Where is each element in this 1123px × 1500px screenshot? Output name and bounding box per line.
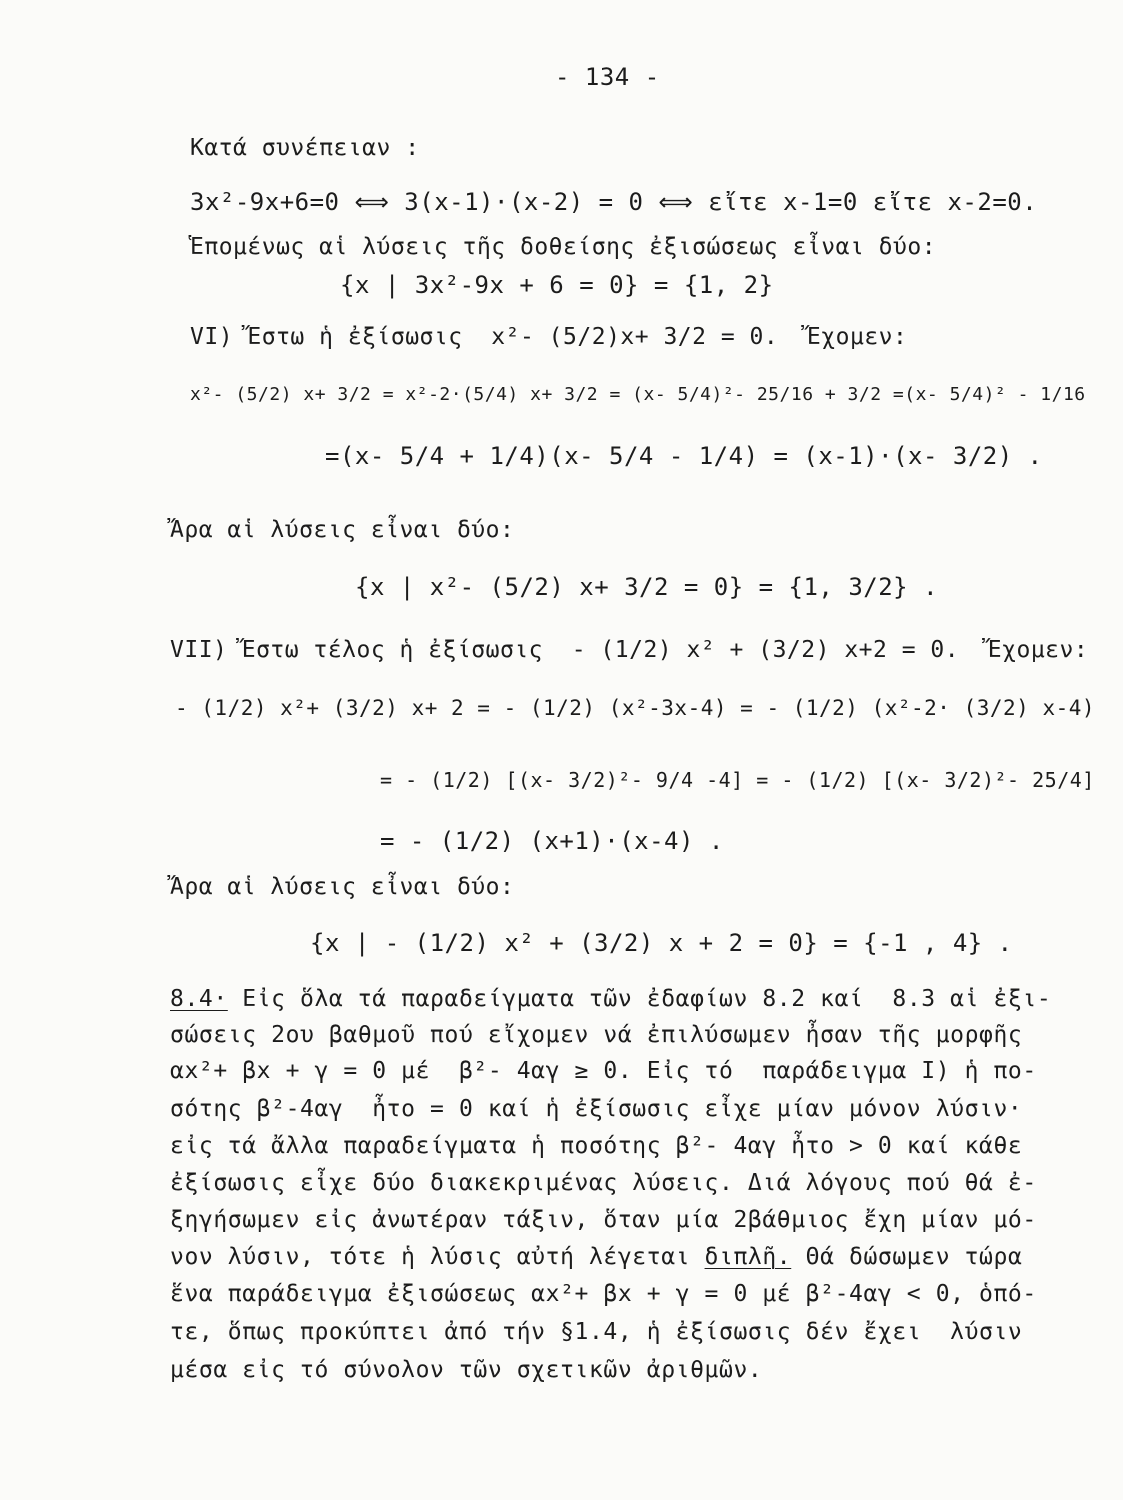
equation-line: - (1/2) x²+ (3/2) x+ 2 = - (1/2) (x²-3x-4) = - (1/2) (x²-2· (3/2) x-4): [175, 696, 1096, 720]
text-line: Ἑπομένως αἱ λύσεις τῆς δοθείσης ἐξισώσεως εἶναι δύο:: [190, 234, 937, 260]
equation-line: 3x²-9x+6=0 ⟺ 3(x-1)·(x-2) = 0 ⟺ εἴτε x-1=0 εἴτε x-2=0.: [190, 188, 1038, 216]
paragraph-line: σότης β²-4αγ ἦτο = 0 καί ἡ ἐξίσωσις εἶχε μίαν μόνον λύσιν·: [170, 1096, 1023, 1122]
paragraph-line: μέσα εἰς τό σύνολον τῶν σχετικῶν ἀριθμῶν.: [170, 1357, 763, 1383]
paragraph-text: νον λύσιν, τότε ἡ λύσις αὐτή λέγεται: [170, 1244, 705, 1270]
text-line: VI) Ἔστω ἡ ἐξίσωσις x²- (5/2)x+ 3/2 = 0. Ἔχομεν:: [190, 324, 908, 350]
paragraph-line: ἕνα παράδειγμα ἐξισώσεως αx²+ βx + γ = 0 μέ β²-4αγ < 0, ὁπό-: [170, 1281, 1037, 1307]
paragraph-line: ἐξίσωσις εἶχε δύο διακεκριμένας λύσεις. Διά λόγους πού θά ἐ-: [170, 1170, 1037, 1196]
emphasis-term: διπλῆ.: [704, 1244, 792, 1270]
paragraph-line: τε, ὅπως προκύπτει ἀπό τήν §1.4, ἡ ἐξίσωσις δέν ἔχει λύσιν: [170, 1319, 1023, 1345]
text-line: Ἄρα αἱ λύσεις εἶναι δύο:: [170, 874, 515, 900]
paragraph-line: ξηγήσωμεν εἰς ἀνωτέραν τάξιν, ὅταν μία 2βάθμιος ἔχη μίαν μό-: [170, 1207, 1037, 1233]
text-line: Ἄρα αἱ λύσεις εἶναι δύο:: [170, 517, 515, 543]
text-line: VII) Ἔστω τέλος ἡ ἐξίσωσις - (1/2) x² + (3/2) x+2 = 0. Ἔχομεν:: [170, 637, 1089, 663]
page-number: - 134 -: [555, 63, 660, 91]
paragraph-line: σώσεις 2ου βαθμοῦ πού εἴχομεν νά ἐπιλύσωμεν ἦσαν τῆς μορφῆς: [170, 1022, 1023, 1048]
paragraph-text: Θά δώσωμεν τώρα: [791, 1244, 1023, 1270]
equation-line: {x | 3x²-9x + 6 = 0} = {1, 2}: [340, 271, 774, 299]
equation-line: {x | x²- (5/2) x+ 3/2 = 0} = {1, 3/2} .: [355, 573, 939, 601]
paragraph-line: [170, 984, 1051, 1014]
paragraph-text: Εἰς ὅλα τά παραδείγματα τῶν ἐδαφίων 8.2 καί 8.3 αἱ ἐξι-: [227, 986, 1052, 1012]
equation-line: = - (1/2) [(x- 3/2)²- 9/4 -4] = - (1/2) [(x- 3/2)²- 25/4]: [380, 768, 1095, 792]
equation-line: x²- (5/2) x+ 3/2 = x²-2·(5/4) x+ 3/2 = (x- 5/4)²- 25/16 + 3/2 =(x- 5/4)² - 1/16: [190, 384, 1086, 405]
equation-line: = - (1/2) (x+1)·(x-4) .: [380, 827, 724, 855]
equation-line: {x | - (1/2) x² + (3/2) x + 2 = 0} = {-1 , 4} .: [310, 929, 1013, 957]
section-label: 8.4·: [170, 986, 228, 1012]
paragraph-line: εἰς τά ἄλλα παραδείγματα ἡ ποσότης β²- 4αγ ἦτο > 0 καί κάθε: [170, 1133, 1023, 1159]
text-line: Κατά συνέπειαν :: [190, 135, 420, 161]
paragraph-line: αx²+ βx + γ = 0 μέ β²- 4αγ ≥ 0. Εἰς τό παράδειγμα I) ἡ πο-: [170, 1058, 1037, 1084]
paragraph-line: [170, 1242, 1022, 1272]
equation-line: =(x- 5/4 + 1/4)(x- 5/4 - 1/4) = (x-1)·(x- 3/2) .: [325, 442, 1043, 470]
